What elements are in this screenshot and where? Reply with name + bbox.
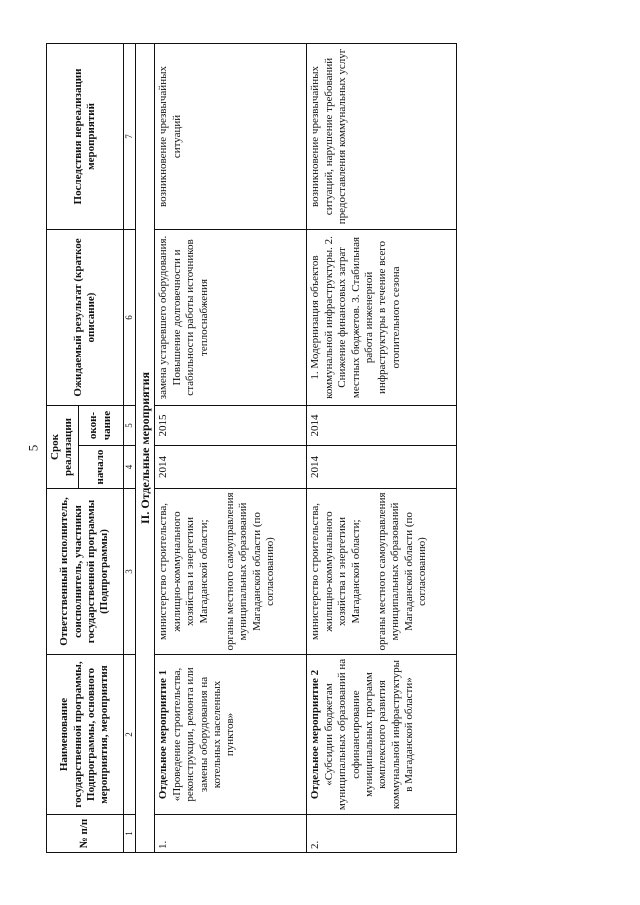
header-result: Ожидаемый результат (краткое описание) (47, 229, 124, 405)
table-row (155, 43, 307, 852)
column-number: 3 (123, 489, 135, 655)
measure-description: «Субсидии бюджетам муниципальных образований на софинансирование муниципальных программ комплексного развития коммунальной инфраструктуры в Магаданской области» (322, 658, 416, 811)
term-end: 2015 (155, 405, 307, 445)
header-responsible: Ответственный исполнитель, соисполнитель, участники государственной программы (Подпрограммы) (47, 489, 124, 655)
responsible-cell (307, 489, 457, 655)
term-start: 2014 (307, 446, 457, 489)
column-number: 1 (123, 815, 135, 853)
section-row (135, 43, 155, 852)
responsible-ministry: министерство строительства, жилищно-коммунального хозяйства и энергетики Магаданской области; (309, 502, 362, 641)
section-title: II. Отдельные мероприятия (135, 43, 155, 852)
row-number: 1. (155, 815, 307, 853)
column-number: 4 (123, 446, 135, 489)
rotated-page-content (46, 44, 490, 853)
column-number: 5 (123, 405, 135, 445)
responsible-cell (155, 489, 307, 655)
row-number: 2. (307, 815, 457, 853)
measure-title: Отдельное мероприятие 1 (157, 669, 170, 800)
header-row (47, 43, 79, 852)
header-consequences: Последствия нереализации мероприятий (47, 43, 124, 229)
table-row (307, 43, 457, 852)
column-number: 7 (123, 43, 135, 229)
responsible-ministry: министерство строительства, жилищно-коммунального хозяйства и энергетики Магаданской области; (157, 502, 210, 641)
expected-result: замена устаревшего оборудования. Повышение долговечности и стабильности работы источников теплоснабжения (155, 229, 307, 405)
term-start: 2014 (155, 446, 307, 489)
header-term-end: окон-чание (78, 405, 123, 445)
consequences: возникновение чрезвычайных ситуаций (155, 43, 307, 229)
measure-name-cell (155, 655, 307, 815)
expected-result: 1. Модернизация объектов коммунальной инфраструктуры. 2. Снижение финансовых затрат местных бюджетов. 3. Стабильная работа инженерной инфраструктуры в течение всего отопительного сезона (307, 229, 457, 405)
page-number: 5 (25, 444, 41, 452)
measure-description: «Проведение строительства, реконструкции, ремонта или замены оборудования на котельных населенных пунктов» (170, 667, 237, 802)
header-term-start: начало (78, 446, 123, 489)
measure-title: Отдельное мероприятие 2 (309, 669, 322, 800)
header-term: Срок реализации (47, 405, 79, 488)
column-number: 2 (123, 655, 135, 815)
header-name: Наименование государственной программы, Подпрограммы, основного мероприятия, мероприятия (47, 655, 124, 815)
column-number: 6 (123, 229, 135, 405)
responsible-local-bodies: органы местного самоуправления муниципальных образований Магаданской области (по согласованию) (224, 492, 277, 651)
program-measures-table (46, 43, 457, 853)
consequences: возникновение чрезвычайных ситуаций, нарушение требований предоставления коммунальных услуг (307, 43, 457, 229)
header-no: № п/п (47, 815, 124, 853)
responsible-local-bodies: органы местного самоуправления муниципальных образований Магаданской области (по согласованию) (376, 492, 429, 651)
term-end: 2014 (307, 405, 457, 445)
measure-name-cell (307, 655, 457, 815)
column-number-row (123, 43, 135, 852)
